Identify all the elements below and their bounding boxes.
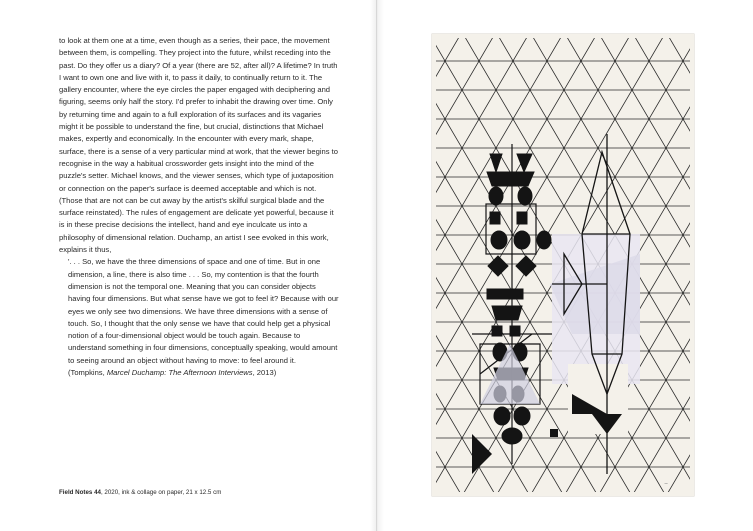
quote-citation <box>68 367 339 379</box>
book-gutter <box>370 0 384 531</box>
essay-text <box>59 35 339 379</box>
duchamp-quote <box>68 256 339 379</box>
citation-close: , 2013) <box>252 368 277 378</box>
essay-paragraph: to look at them one at a time, even though as a series, their pace, the movement between them, is compelling. They project into the future, whilst receding into the past. Do they offer us a diary? Of a year (there are 52, after all)? A lifetime? In truth I want to own one and live with it, to pass it daily, to continually return to it. The gallery encounter, where the eye circles the paper engaged with deciphering and figuring, seems only half the story. I'd prefer to inhabit the drawing over time. Only by returning time and again to a full exploration of its surfaces and its vagaries might it be possible to understand the fine, but crucial, distinctions that Michael makes, expertly and economically. In the encounter with every mark, shape, surface, there is a sense of a very particular mind at work, that the viewer begins to recognise in the way a habitual crossworder gets insight into the mind of the puzzle's setter. Michael knows, and the viewer senses, which type of juxtaposition or connection on the paper's surface is deemed acceptable and which is not. (Those that are not can be cut away by the artist's skilful surgical blade and the surface reinstated). The rules of engagement are delicate yet powerful, because it is in these precise decisions the intellect, hand and eye inculcate us into a philosophy of dimensional relation. Duchamp, an artist I see evoked in this work, explains it thus, <box>59 36 338 255</box>
artwork-caption <box>59 488 339 497</box>
caption-title: Field Notes 44 <box>59 489 101 496</box>
artwork-image <box>432 34 694 496</box>
artist-signature: ~ <box>664 481 669 487</box>
quote-text: '. . . So, we have the three dimensions of space and one of time. But in one dimension, a line, there is also time . . . So, my contention is that the fourth dimension is not the temporal one. Meaning that you can consider objects having four dimensions. But what sense have we got to feel it? Because with our eyes we only see two dimensions. We have three dimensions with a sense of touch. So, I thought that the only sense we have that could help get a physical notion of a four-dimensional object would be touch again. Because to understand something in four dimensions, conceptually speaking, would amount to seeing around an object without having to move: to feel around it. <box>68 257 339 365</box>
geometric-ink-collage-artwork <box>432 34 694 496</box>
left-page <box>0 0 376 531</box>
citation-open: (Tompkins, <box>68 368 107 378</box>
citation-title: Marcel Duchamp: The Afternoon Interviews <box>106 368 253 378</box>
caption-details: , 2020, ink & collage on paper, 21 x 12.5 cm <box>100 489 222 496</box>
